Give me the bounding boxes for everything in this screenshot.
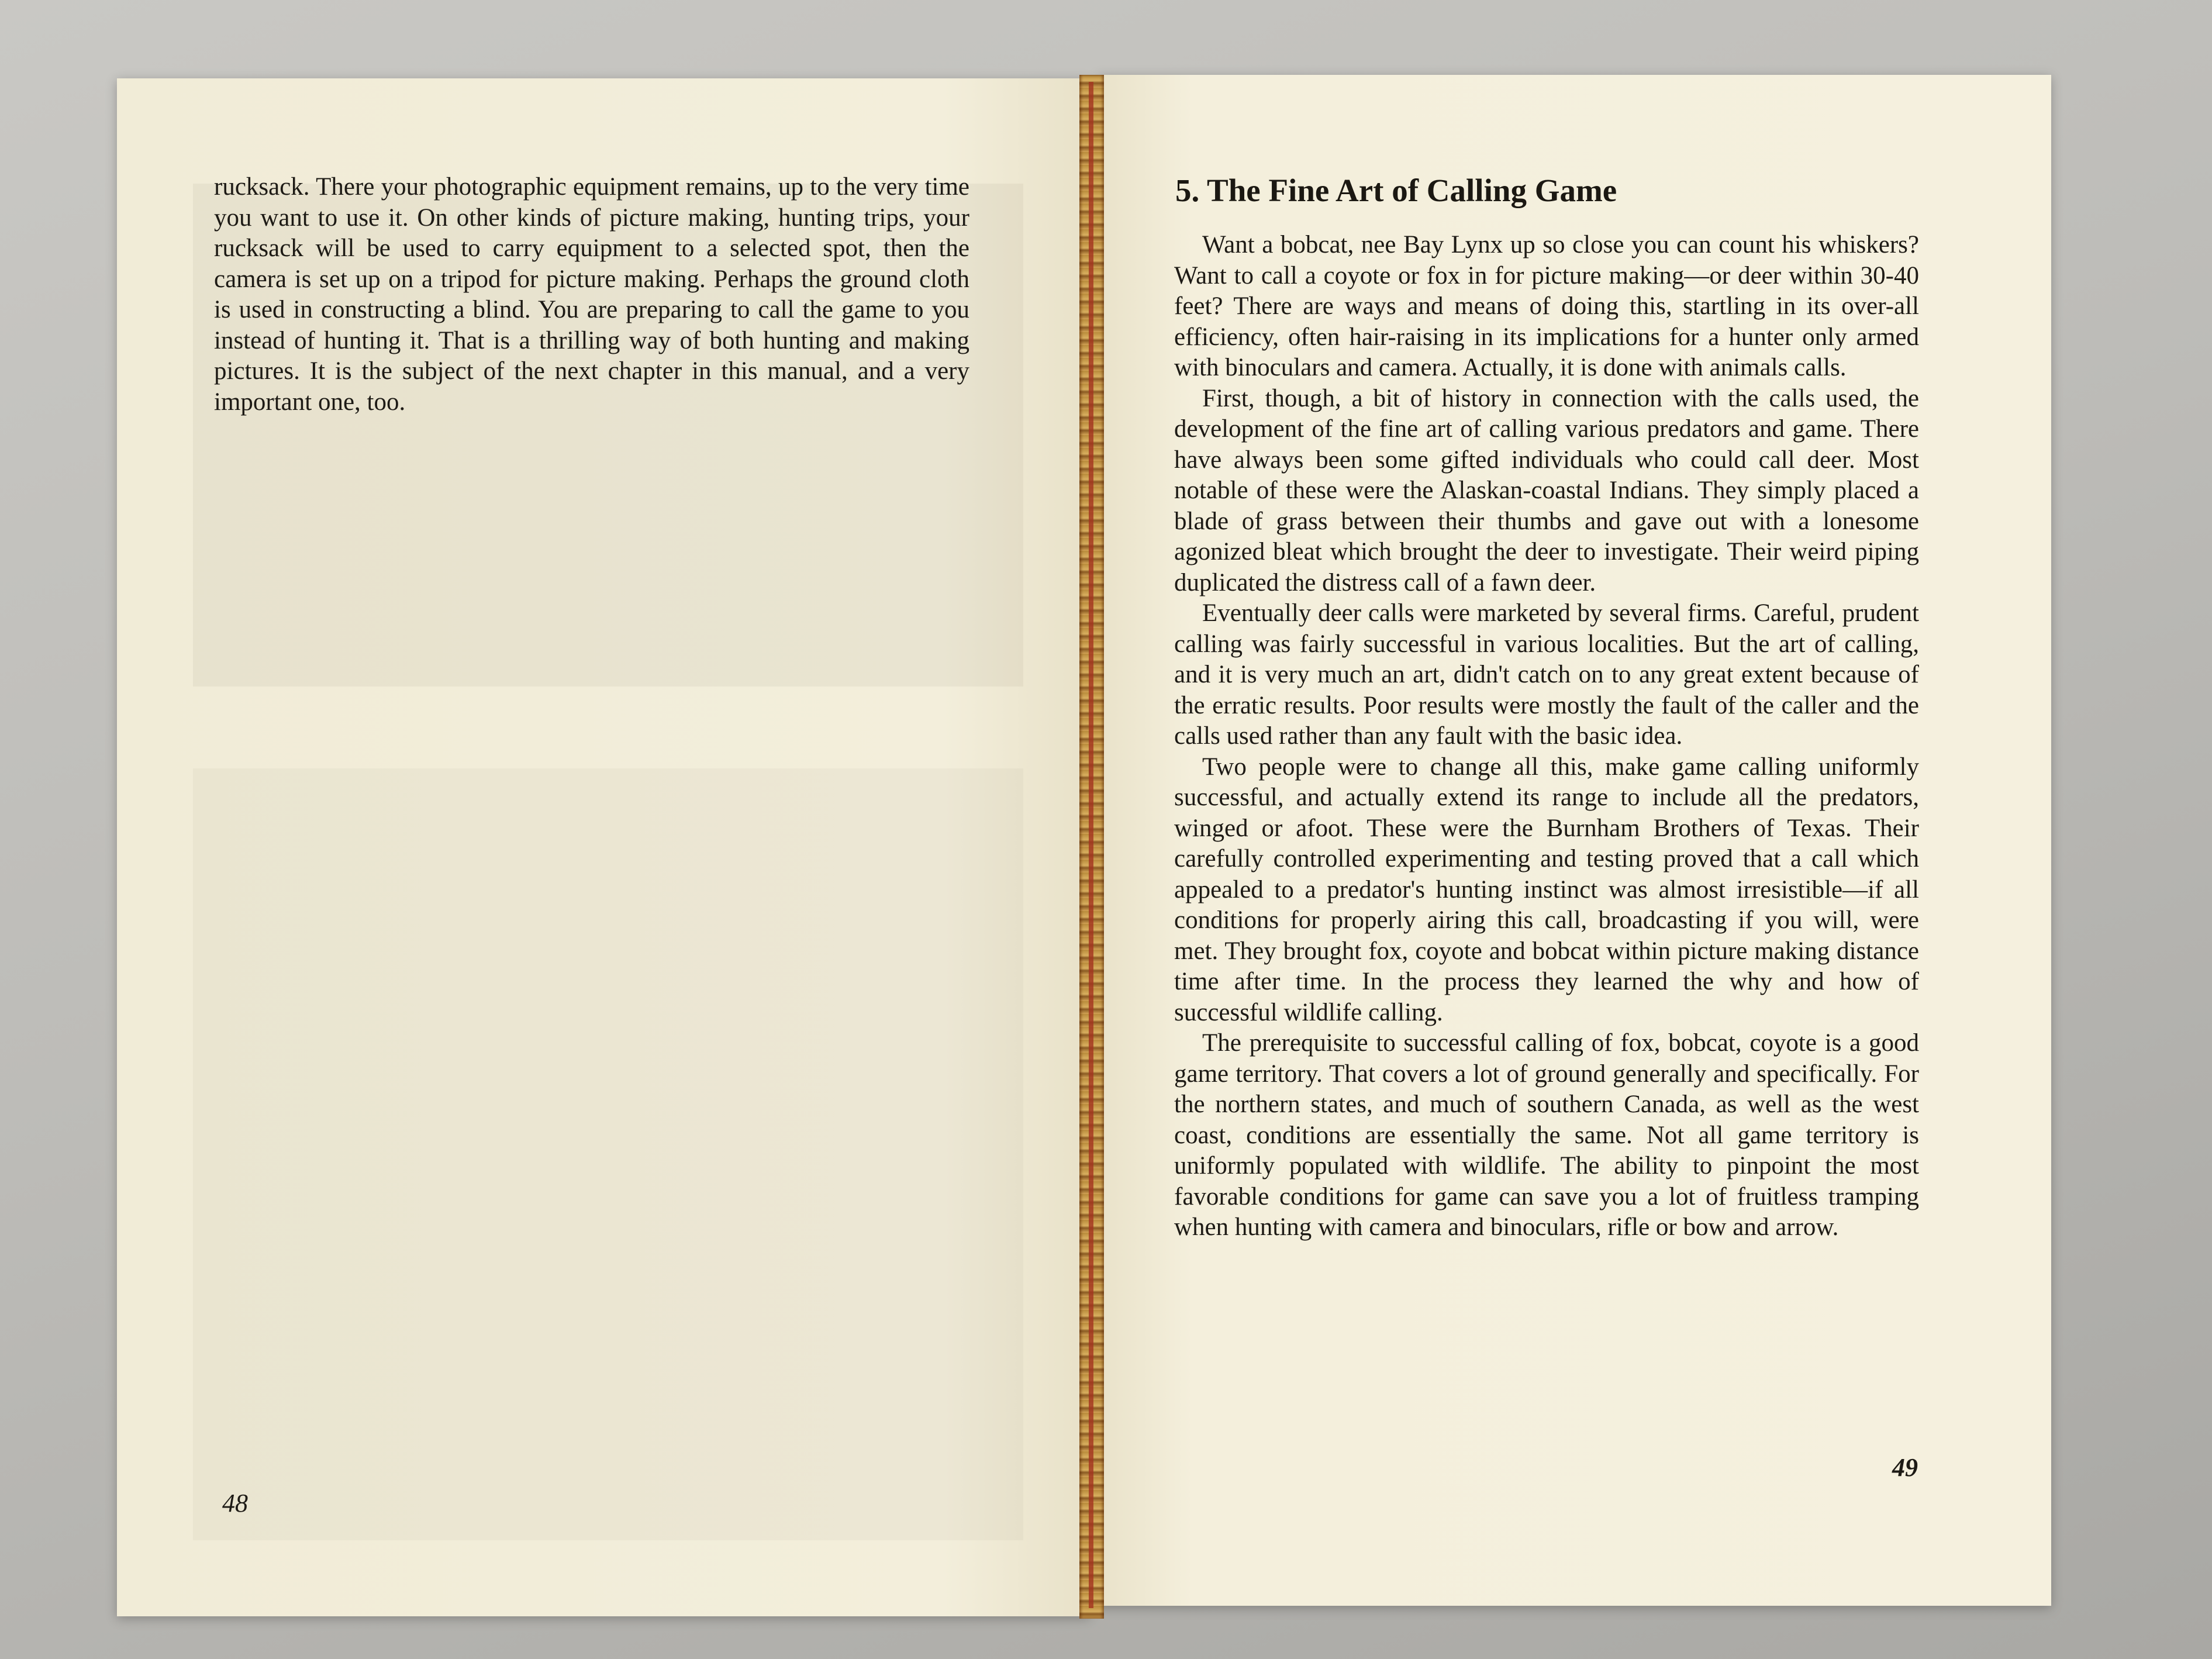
- right-paragraph-4: Two people were to change all this, make game calling uniformly successful, and actually extend its range to include all the predators, winged or afoot. These were the Burnham Brothers of Texas. Their carefully controlled experimenting and testing proved that a call which appealed to a predator's hunting instinct was almost irresistible—if all conditions for properly airing this call, broadcasting if you will, were met. They brought fox, coyote and bobcat within picture making distance time after time. In the process they learned the why and how of successful wildlife calling.: [1174, 753, 1919, 1026]
- right-page-body: [1174, 230, 1919, 1243]
- right-paragraph-1: Want a bobcat, nee Bay Lynx up so close you can count his whiskers? Want to call a coyote or fox in for picture making—or deer within 30-40 feet? There are ways and means of doing this, startling in its over-all efficiency, often hair-raising in its implications for a hunter only armed with binoculars and camera. Actually, it is done with animals calls.: [1174, 231, 1919, 381]
- left-page-body: [214, 172, 969, 418]
- spine-binding-thread: [1089, 82, 1093, 1608]
- right-paragraph-5: The prerequisite to successful calling of fox, bobcat, coyote is a good game territory. That covers a lot of ground generally and specifically. For the northern states, and much of southern Canada, as well as the west coast, conditions are essentially the same. Not all game territory is uniformly populated with wildlife. The ability to pinpoint the most favorable conditions for game can save you a lot of fruitless tramping when hunting with camera and binoculars, rifle or bow and arrow.: [1174, 1029, 1919, 1241]
- page-number-left: 48: [222, 1489, 248, 1517]
- right-paragraph-2: First, though, a bit of history in connection with the calls used, the development of the fine art of calling various predators and game. There have always been some gifted individuals who could call deer. Most notable of these were the Alaskan-coastal Indians. They simply placed a blade of grass between their thumbs and gave out with a lonesome agonized bleat which brought the deer to investigate. Their weird piping duplicated the distress call of a fawn deer.: [1174, 384, 1919, 596]
- right-paragraph-3: Eventually deer calls were marketed by several firms. Careful, prudent calling was fairly successful in various localities. But the art of calling, and it is very much an art, didn't catch on to any great extent because of the erratic results. Poor results were mostly the fault of the caller and the calls used rather than any fault with the basic idea.: [1174, 599, 1919, 750]
- left-paragraph-1: rucksack. There your photographic equipment remains, up to the very time you want to use it. On other kinds of picture making, hunting trips, your rucksack will be used to carry equipment to a selected spot, then the camera is set up on a tripod for picture making. Perhaps the ground cloth is used in constructing a blind. You are preparing to call the game to you instead of hunting it. That is a thrilling way of both hunting and making pictures. It is the subject of the next chapter in this manual, and a very important one, too.: [214, 173, 969, 416]
- page-number-right: 49: [1892, 1453, 1918, 1482]
- chapter-title: 5. The Fine Art of Calling Game: [1175, 173, 1617, 208]
- show-through-text: [193, 768, 1023, 1540]
